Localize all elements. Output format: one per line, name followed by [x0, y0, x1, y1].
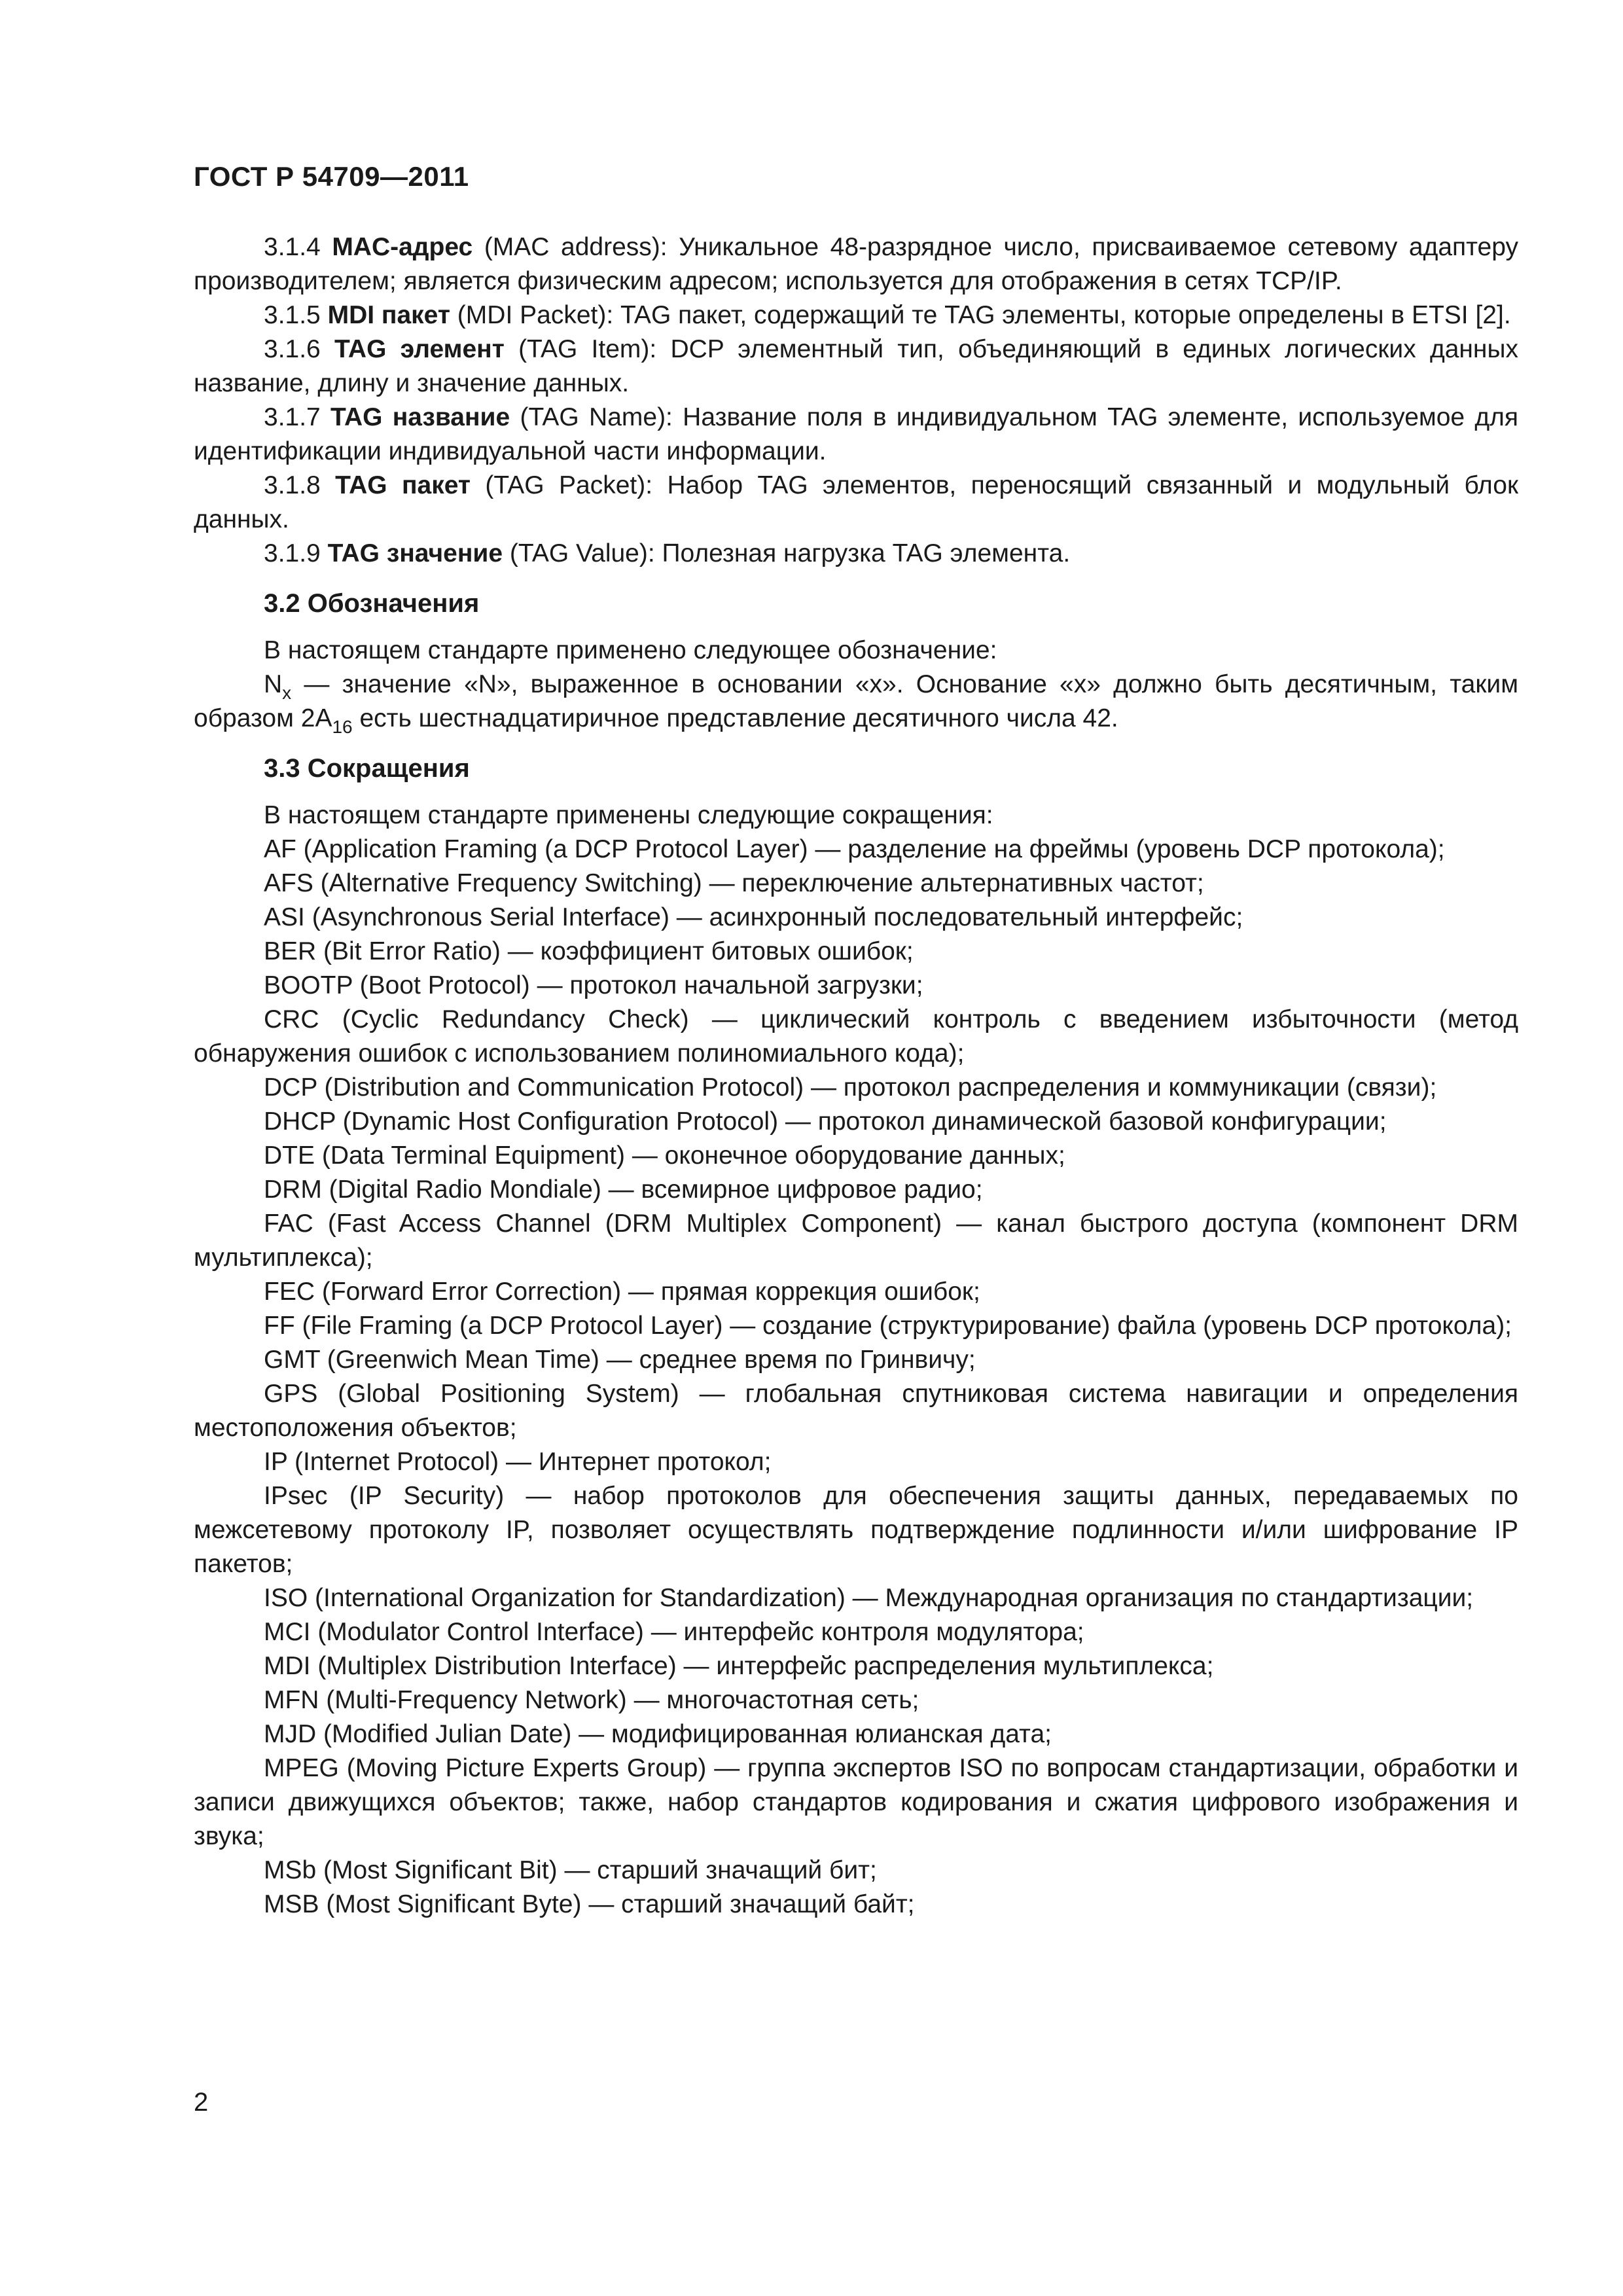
abbreviation-item: MSb (Most Significant Bit) — старший значащий бит; [264, 1856, 877, 1884]
section-intro: В настоящем стандарте применено следующее обозначение: [264, 636, 997, 664]
definition-term: TAG значение [327, 539, 503, 567]
definition-term: TAG элемент [334, 335, 505, 363]
definition-term: MAC-адрес [332, 233, 473, 261]
abbreviation-item: FF (File Framing (a DCP Protocol Layer) — создание (структурирование) файла (уровень DCP протокола); [264, 1312, 1512, 1340]
definition-term: MDI пакет [327, 301, 450, 329]
definition-text: (TAG Item): DCP элементный тип, объединяющий в единых логических данных название, длину и значение данных. [194, 335, 1518, 397]
abbreviation-item: AF (Application Framing (a DCP Protocol Layer) — разделение на фреймы (уровень DCP протокола); [264, 835, 1445, 863]
section-intro: В настоящем стандарте применены следующие сокращения: [264, 801, 993, 829]
definition-text: (TAG Value): Полезная нагрузка TAG элемента. [503, 539, 1071, 567]
abbreviation-item: ISO (International Organization for Standardization) — Международная организация по стандартизации; [264, 1584, 1474, 1612]
definition-number: 3.1.7 [264, 403, 321, 431]
abbreviation-item: IP (Internet Protocol) — Интернет протокол; [264, 1448, 772, 1476]
definition-text: (MDI Packet): TAG пакет, содержащий те TAG элементы, которые определены в ETSI [2]. [450, 301, 1511, 329]
definition-term: TAG пакет [335, 471, 471, 499]
abbreviation-item: DCP (Distribution and Communication Protocol) — протокол распределения и коммуникации (связи); [264, 1073, 1437, 1102]
definition-term: TAG название [330, 403, 510, 431]
definition-number: 3.1.4 [264, 233, 321, 261]
abbreviation-item: BER (Bit Error Ratio) — коэффициент битовых ошибок; [264, 937, 914, 965]
definition-item [194, 332, 1518, 401]
notation-subscript: x [282, 683, 292, 703]
abbreviation-item: MJD (Modified Julian Date) — модифицированная юлианская дата; [264, 1720, 1052, 1748]
abbreviation-item: BOOTP (Boot Protocol) — протокол начальной загрузки; [264, 971, 923, 999]
abbreviation-item: GPS (Global Positioning System) — глобальная спутниковая система навигации и определения местоположения объектов; [194, 1380, 1518, 1442]
definition-number: 3.1.6 [264, 335, 321, 363]
notation-subscript-16: 16 [332, 717, 353, 737]
definition-text: (TAG Packet): Набор TAG элементов, переносящий связанный и модульный блок данных. [194, 471, 1519, 533]
definition-text: (MAC address): Уникальное 48-разрядное число, присваиваемое сетевому адаптеру производителем; является физическим адресом; используется для отображения в сетях TCP/IP. [194, 233, 1518, 295]
abbreviation-item: IPsec (IP Security) — набор протоколов для обеспечения защиты данных, передаваемых по межсетевому протоколу IP, позволяет осуществлять подтверждение подлинности и/или шифрование IP пакетов; [194, 1482, 1518, 1578]
definition-number: 3.1.5 [264, 301, 321, 329]
definition-text: (TAG Name): Название поля в индивидуальном TAG элементе, используемое для идентификации индивидуальной части информации. [194, 403, 1518, 465]
abbreviation-item: CRC (Cyclic Redundancy Check) — циклический контроль с введением избыточности (метод обнаружения ошибок с использованием полиномиального кода); [194, 1005, 1518, 1067]
document-header: ГОСТ Р 54709—2011 [194, 161, 469, 192]
abbreviation-item: DTE (Data Terminal Equipment) — оконечное оборудование данных; [264, 1141, 1065, 1170]
abbreviation-item: AFS (Alternative Frequency Switching) — переключение альтернативных частот; [264, 869, 1204, 897]
notation-text: — значение «N», выраженное в основании «x». Основание «x» должно быть десятичным, таким образом 2A [194, 670, 1518, 732]
abbreviation-item: GMT (Greenwich Mean Time) — среднее время по Гринвичу; [264, 1346, 976, 1374]
abbreviation-item: ASI (Asynchronous Serial Interface) — асинхронный последовательный интерфейс; [264, 903, 1243, 931]
abbreviation-item: MSB (Most Significant Byte) — старший значащий байт; [264, 1890, 915, 1918]
abbreviation-item: MDI (Multiplex Distribution Interface) — интерфейс распределения мультиплекса; [264, 1652, 1214, 1680]
abbreviation-item: DHCP (Dynamic Host Configuration Protocol) — протокол динамической базовой конфигурации; [264, 1107, 1387, 1136]
abbreviation-item: MFN (Multi-Frequency Network) — многочастотная сеть; [264, 1686, 919, 1714]
page-number: 2 [194, 2088, 209, 2117]
definition-item [194, 469, 1518, 537]
notation-symbol: N [264, 670, 283, 698]
abbreviation-item: DRM (Digital Radio Mondiale) — всемирное цифровое радио; [264, 1175, 983, 1204]
definition-number: 3.1.8 [264, 471, 321, 499]
abbreviation-item: MPEG (Moving Picture Experts Group) — группа экспертов ISO по вопросам стандартизации, обработки и записи движущихся объектов; также, набор стандартов кодирования и сжатия цифрового изображения и звука; [194, 1754, 1518, 1850]
abbreviation-item: MCI (Modulator Control Interface) — интерфейс контроля модулятора; [264, 1618, 1084, 1646]
definition-item [194, 298, 1518, 332]
definition-number: 3.1.9 [264, 539, 321, 567]
definition-item [194, 401, 1518, 469]
definition-item [194, 537, 1518, 571]
notation-item [194, 668, 1518, 736]
document-body [194, 230, 1518, 1922]
section-heading-abbreviations: 3.3 Сокращения [264, 754, 470, 783]
notation-text-end: есть шестнадцатиричное представление десятичного числа 42. [352, 704, 1118, 732]
section-heading-notation: 3.2 Обозначения [264, 589, 480, 618]
definition-item [194, 230, 1518, 298]
abbreviation-item: FEC (Forward Error Correction) — прямая коррекция ошибок; [264, 1278, 980, 1306]
abbreviation-item: FAC (Fast Access Channel (DRM Multiplex Component) — канал быстрого доступа (компонент DRM мультиплекса); [194, 1210, 1518, 1272]
